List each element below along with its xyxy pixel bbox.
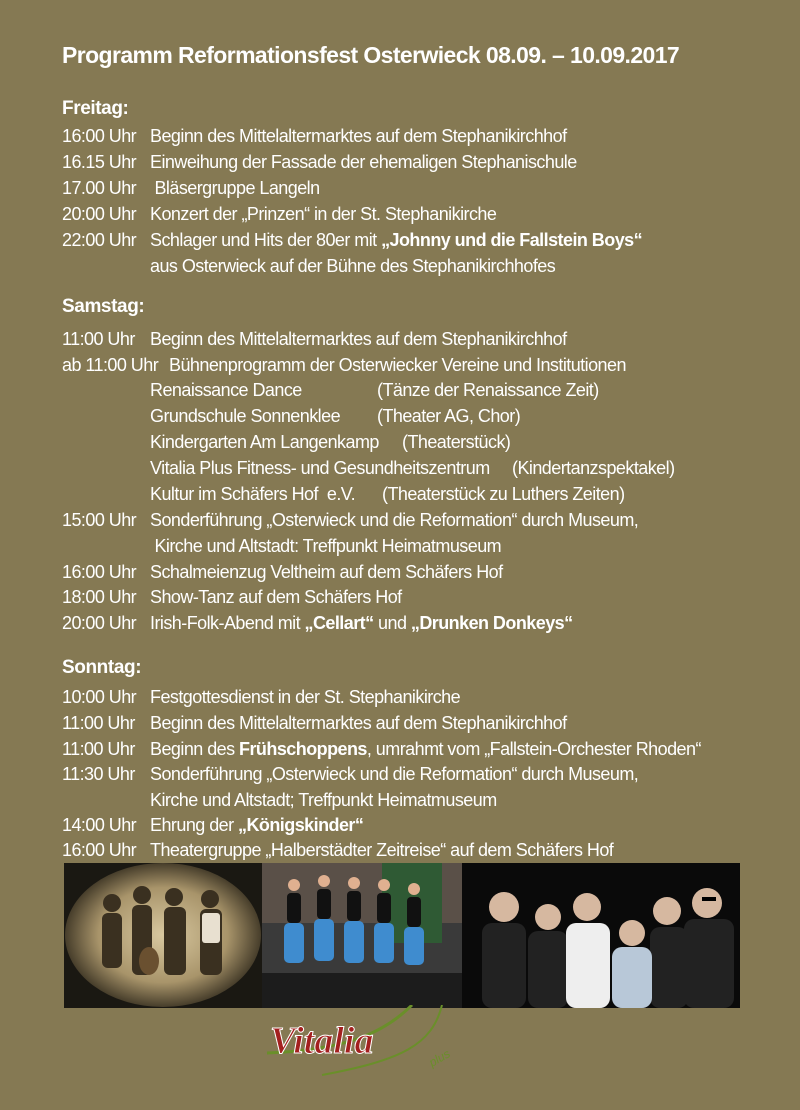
group-note: (Tänze der Renaissance Zeit) xyxy=(377,380,599,400)
event-description: Konzert der „Prinzen“ in der St. Stephanikirche xyxy=(150,204,497,224)
time: 10:00 Uhr xyxy=(62,687,137,707)
band-name: „Johnny und die Fallstein Boys“ xyxy=(381,230,643,250)
event-text: und xyxy=(373,613,411,633)
time: 16:00 Uhr xyxy=(62,126,137,146)
sunday-heading: Sonntag: xyxy=(62,657,142,678)
friday-heading: Freitag: xyxy=(62,98,129,119)
event-description: Beginn des Mittelaltermarktes auf dem Stephanikirchhof xyxy=(150,713,567,733)
program-group xyxy=(150,455,675,481)
program-group xyxy=(150,481,625,507)
event-description: Sonderführung „Osterwieck und die Reformation“ durch Museum, xyxy=(150,510,639,530)
event-description: aus Osterwieck auf der Bühne des Stephanikirchhofes xyxy=(150,256,556,276)
event-description: Show-Tanz auf dem Schäfers Hof xyxy=(150,587,402,607)
dance-group-photo xyxy=(262,863,462,1008)
event-description: Schalmeienzug Veltheim auf dem Schäfers Hof xyxy=(150,562,503,582)
group-name: Kindergarten Am Langenkamp xyxy=(150,432,379,452)
event-description xyxy=(150,812,363,838)
band-photo-dark xyxy=(462,863,740,1008)
event-description: Sonderführung „Osterwieck und die Reformation“ durch Museum, xyxy=(150,764,639,784)
event-highlight: „Königskinder“ xyxy=(238,815,364,835)
logo-brand: Vitalia xyxy=(270,1020,374,1062)
time: 14:00 Uhr xyxy=(62,815,137,835)
event-highlight: Frühschoppens xyxy=(239,739,367,759)
event-text: , umrahmt vom „Fallstein-Orchester Rhoden“ xyxy=(366,739,701,759)
time: 22:00 Uhr xyxy=(62,230,137,250)
logo-suffix: plus xyxy=(426,1046,453,1070)
group-note: (Theaterstück zu Luthers Zeiten) xyxy=(382,484,625,504)
event-description: Festgottesdienst in der St. Stephanikirche xyxy=(150,687,461,707)
page-title: Programm Reformationsfest Osterwieck 08.09. – 10.09.2017 xyxy=(62,42,680,68)
group-note: (Theater AG, Chor) xyxy=(377,406,521,426)
time: 11:00 Uhr xyxy=(62,713,135,733)
program-group xyxy=(150,377,599,403)
time: 11:00 Uhr xyxy=(62,329,135,349)
event-text: Irish-Folk-Abend mit xyxy=(150,613,305,633)
group-name: Renaissance Dance xyxy=(150,380,302,400)
time: 11:00 Uhr xyxy=(62,739,135,759)
time: 15:00 Uhr xyxy=(62,510,137,530)
time: 16.15 Uhr xyxy=(62,152,137,172)
time: 20:00 Uhr xyxy=(62,613,137,633)
event-text: Beginn des xyxy=(150,739,240,759)
time: 18:00 Uhr xyxy=(62,587,137,607)
event-description: Theatergruppe „Halberstädter Zeitreise“ auf dem Schäfers Hof xyxy=(150,840,614,860)
time: 16:00 Uhr xyxy=(62,840,137,860)
group-name: Kultur im Schäfers Hof e.V. xyxy=(150,484,356,504)
event-description: Beginn des Mittelaltermarktes auf dem Stephanikirchhof xyxy=(150,329,567,349)
group-note: (Theaterstück) xyxy=(402,432,511,452)
saturday-heading: Samstag: xyxy=(62,296,145,317)
event-description xyxy=(150,227,642,253)
group-note: (Kindertanzspektakel) xyxy=(512,458,675,478)
event-description: Bühnenprogramm der Osterwiecker Vereine und Institutionen xyxy=(169,355,626,375)
event-description: Kirche und Altstadt: Treffpunkt Heimatmuseum xyxy=(150,536,502,556)
program-group xyxy=(150,429,511,455)
time: 11:30 Uhr xyxy=(62,764,135,784)
event-description xyxy=(150,736,701,762)
vitalia-plus-logo xyxy=(262,1005,472,1085)
band-name: „Drunken Donkeys“ xyxy=(410,613,573,633)
event-description: Einweihung der Fassade der ehemaligen Stephanischule xyxy=(150,152,577,172)
group-name: Vitalia Plus Fitness- und Gesundheitszentrum xyxy=(150,458,490,478)
group-name: Grundschule Sonnenklee xyxy=(150,406,341,426)
event-description xyxy=(150,610,573,636)
band-photo-sepia xyxy=(64,863,262,1008)
time: 16:00 Uhr xyxy=(62,562,137,582)
event-description: Bläsergruppe Langeln xyxy=(150,178,320,198)
event-text: Ehrung der xyxy=(150,815,239,835)
event-text: Schlager und Hits der 80er mit xyxy=(150,230,382,250)
program-group xyxy=(150,403,521,429)
time: ab 11:00 Uhr xyxy=(62,355,159,375)
photo-strip xyxy=(64,863,740,1008)
time: 17.00 Uhr xyxy=(62,178,137,198)
time: 20:00 Uhr xyxy=(62,204,137,224)
event-description: Beginn des Mittelaltermarktes auf dem Stephanikirchhof xyxy=(150,126,567,146)
band-name: „Cellart“ xyxy=(304,613,374,633)
event-description: Kirche und Altstadt; Treffpunkt Heimatmuseum xyxy=(150,790,497,810)
